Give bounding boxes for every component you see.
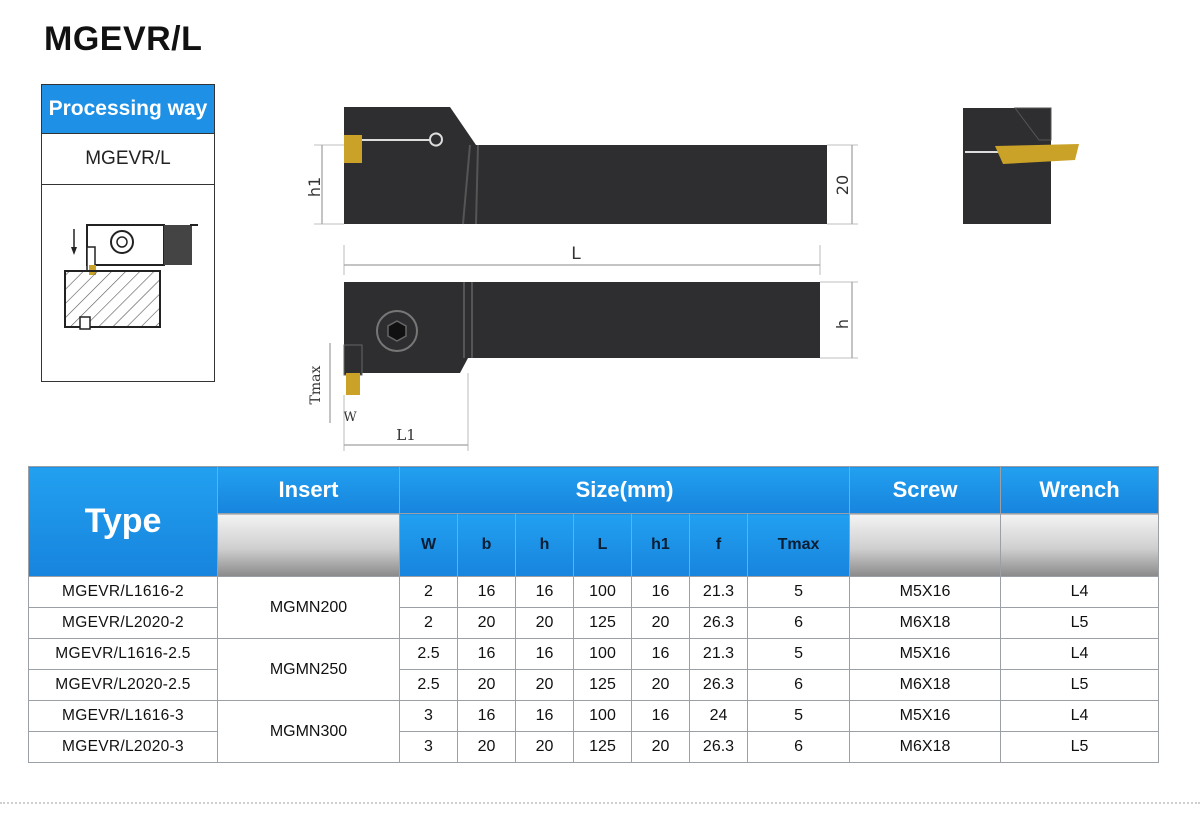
size-cell: 5 <box>748 701 850 732</box>
screw-cell: M5X16 <box>850 701 1001 732</box>
size-col-b: b <box>458 514 516 577</box>
size-cell: 20 <box>632 608 690 639</box>
size-cell: 2.5 <box>400 639 458 670</box>
size-cell: 5 <box>748 639 850 670</box>
wrench-cell: L5 <box>1001 670 1159 701</box>
screw-cell: M5X16 <box>850 577 1001 608</box>
type-cell: MGEVR/L1616-3 <box>29 701 218 732</box>
size-cell: 21.3 <box>690 577 748 608</box>
wrench-cell: L4 <box>1001 577 1159 608</box>
screw-cell: M5X16 <box>850 639 1001 670</box>
size-cell: 125 <box>574 670 632 701</box>
size-cell: 6 <box>748 732 850 763</box>
tool-holder-drawing <box>300 95 880 460</box>
size-cell: 6 <box>748 608 850 639</box>
size-cell: 20 <box>632 670 690 701</box>
dim-l1-label: L1 <box>396 426 416 444</box>
size-cell: 125 <box>574 732 632 763</box>
size-cell: 20 <box>516 732 574 763</box>
size-cell: 26.3 <box>690 732 748 763</box>
screw-subheader <box>850 514 1001 577</box>
size-col-f: f <box>690 514 748 577</box>
size-cell: 20 <box>458 670 516 701</box>
size-cell: 6 <box>748 670 850 701</box>
size-cell: 20 <box>516 670 574 701</box>
screw-header: Screw <box>850 467 1001 514</box>
wrench-cell: L4 <box>1001 701 1159 732</box>
side-view <box>308 282 858 451</box>
size-cell: 20 <box>516 608 574 639</box>
size-col-w: W <box>400 514 458 577</box>
size-cell: 100 <box>574 701 632 732</box>
size-cell: 100 <box>574 577 632 608</box>
size-cell: 5 <box>748 577 850 608</box>
insert-detail-drawing <box>955 100 1090 230</box>
size-cell: 16 <box>516 639 574 670</box>
size-cell: 16 <box>632 639 690 670</box>
size-cell: 20 <box>458 732 516 763</box>
top-view <box>305 107 858 224</box>
size-cell: 3 <box>400 701 458 732</box>
screw-cell: M6X18 <box>850 608 1001 639</box>
type-cell: MGEVR/L2020-3 <box>29 732 218 763</box>
wrench-header: Wrench <box>1001 467 1159 514</box>
size-cell: 20 <box>632 732 690 763</box>
dim-tmax-label: Tmax <box>308 365 324 405</box>
dim-L-label: L <box>571 244 581 264</box>
size-cell: 26.3 <box>690 608 748 639</box>
type-cell: MGEVR/L1616-2.5 <box>29 639 218 670</box>
dim-w-label: W <box>343 410 357 425</box>
dim-20-label: 20 <box>833 174 852 196</box>
size-cell: 21.3 <box>690 639 748 670</box>
size-col-l: L <box>574 514 632 577</box>
wrench-cell: L4 <box>1001 639 1159 670</box>
footer-divider <box>0 802 1200 804</box>
screw-cell: M6X18 <box>850 670 1001 701</box>
size-cell: 24 <box>690 701 748 732</box>
type-header: Type <box>29 467 218 577</box>
size-cell: 26.3 <box>690 670 748 701</box>
insert-cell: MGMN250 <box>218 639 400 701</box>
processing-way-header: Processing way <box>42 85 214 134</box>
size-cell: 16 <box>516 577 574 608</box>
size-cell: 16 <box>632 577 690 608</box>
table-row <box>29 639 1159 670</box>
size-cell: 16 <box>516 701 574 732</box>
insert-cell: MGMN200 <box>218 577 400 639</box>
insert-header: Insert <box>218 467 400 514</box>
table-row <box>29 577 1159 608</box>
size-cell: 100 <box>574 639 632 670</box>
size-cell: 2.5 <box>400 670 458 701</box>
size-cell: 16 <box>458 701 516 732</box>
size-cell: 16 <box>632 701 690 732</box>
table-row <box>29 732 1159 763</box>
size-header: Size(mm) <box>400 467 850 514</box>
table-row <box>29 670 1159 701</box>
size-cell: 2 <box>400 608 458 639</box>
screw-cell: M6X18 <box>850 732 1001 763</box>
wrench-cell: L5 <box>1001 608 1159 639</box>
processing-illustration <box>42 185 214 381</box>
table-row <box>29 608 1159 639</box>
processing-way-code: MGEVR/L <box>42 134 214 185</box>
wrench-subheader <box>1001 514 1159 577</box>
processing-way-box <box>41 84 215 382</box>
type-cell: MGEVR/L1616-2 <box>29 577 218 608</box>
spec-table <box>28 466 1159 763</box>
size-cell: 125 <box>574 608 632 639</box>
insert-subheader <box>218 514 400 577</box>
size-cell: 16 <box>458 577 516 608</box>
dim-h1-label: h1 <box>305 176 324 198</box>
insert-cell: MGMN300 <box>218 701 400 763</box>
size-cell: 16 <box>458 639 516 670</box>
size-col-h: h <box>516 514 574 577</box>
dim-h-label: h <box>833 318 852 330</box>
page-title: MGEVR/L <box>44 20 203 58</box>
table-row <box>29 701 1159 732</box>
size-cell: 3 <box>400 732 458 763</box>
size-col-tmax: Tmax <box>748 514 850 577</box>
size-cell: 2 <box>400 577 458 608</box>
type-cell: MGEVR/L2020-2.5 <box>29 670 218 701</box>
size-col-h1: h1 <box>632 514 690 577</box>
wrench-cell: L5 <box>1001 732 1159 763</box>
size-cell: 20 <box>458 608 516 639</box>
type-cell: MGEVR/L2020-2 <box>29 608 218 639</box>
